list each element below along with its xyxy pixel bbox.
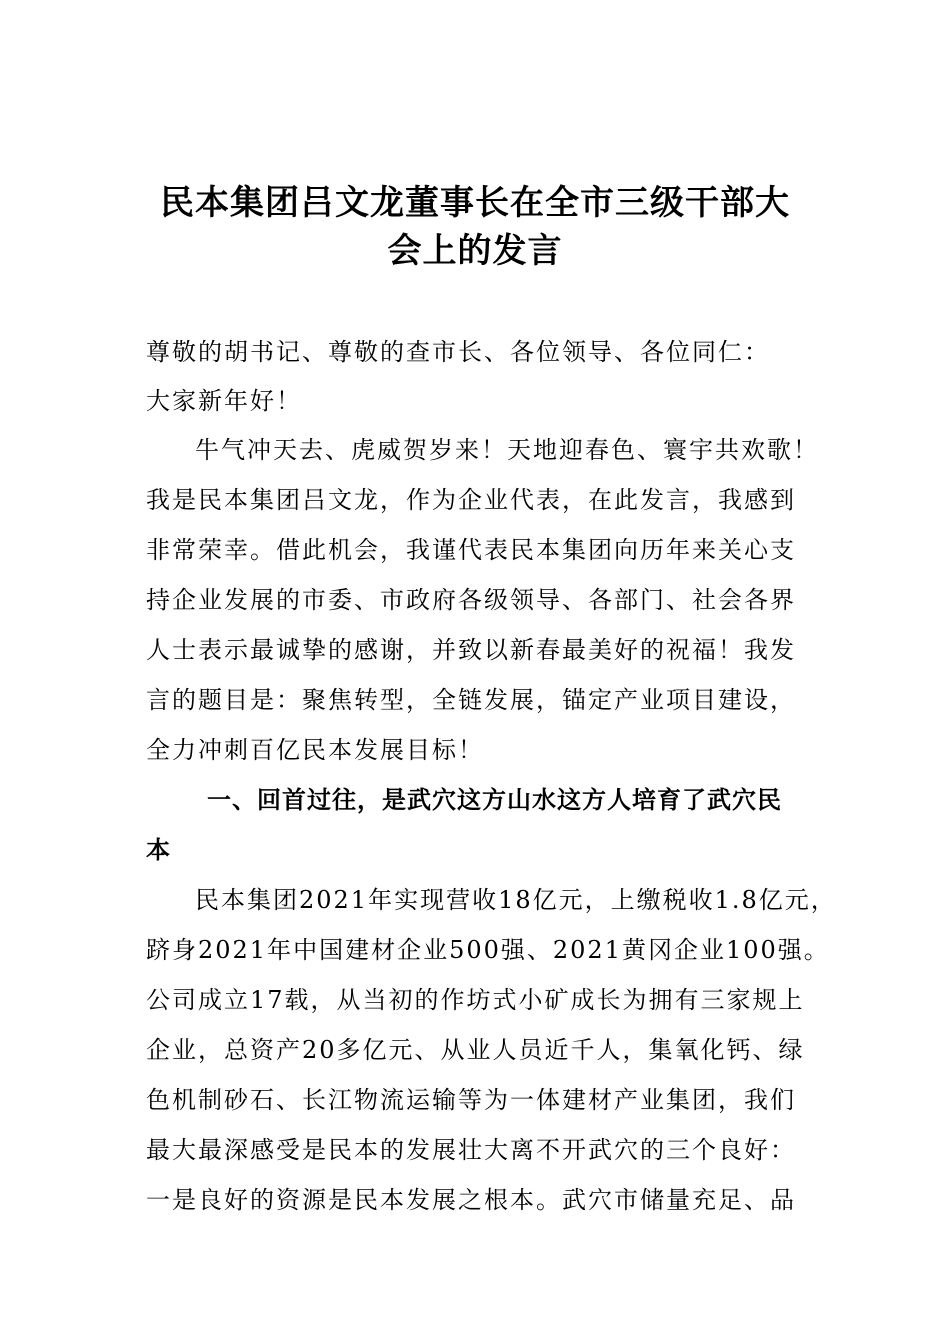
paragraph-2-line: 一是良好的资源是民本发展之根本。武穴市储量充足、品 <box>146 1186 796 1214</box>
paragraph-1-line: 人士表示最诚挚的感谢，并致以新春最美好的祝福！我发 <box>146 636 796 664</box>
paragraph-2-line: 民本集团2021年实现营收18亿元，上缴税收1.8亿元， <box>195 886 837 914</box>
paragraph-1-line: 持企业发展的市委、市政府各级领导、各部门、社会各界 <box>146 586 796 614</box>
paragraph-2-line: 最大最深感受是民本的发展壮大离不开武穴的三个良好： <box>146 1136 796 1164</box>
paragraph-2-line: 跻身2021年中国建材企业500强、2021黄冈企业100强。 <box>146 936 830 964</box>
greeting: 大家新年好！ <box>146 387 302 415</box>
paragraph-1-line: 我是民本集团吕文龙，作为企业代表，在此发言，我感到 <box>146 486 796 514</box>
paragraph-1-line: 非常荣幸。借此机会，我谨代表民本集团向历年来关心支 <box>146 536 796 564</box>
paragraph-1-line: 言的题目是：聚焦转型，全链发展，锚定产业项目建设， <box>146 686 796 714</box>
paragraph-2-line: 公司成立17载，从当初的作坊式小矿成长为拥有三家规上 <box>146 986 805 1014</box>
section-1-heading-line-1: 一、回首过往，是武穴这方山水这方人培育了武穴民 <box>207 786 782 814</box>
document-title-line-1: 民本集团吕文龙董事长在全市三级干部大 <box>160 183 790 223</box>
paragraph-1-line: 全力冲刺百亿民本发展目标！ <box>146 736 484 764</box>
paragraph-1-line: 牛气冲天去、虎威贺岁来！天地迎春色、寰宇共欢歌！ <box>195 436 819 464</box>
section-1-heading-line-2: 本 <box>146 836 171 864</box>
paragraph-2-line: 企业，总资产20多亿元、从业人员近千人，集氧化钙、绿 <box>146 1036 805 1064</box>
paragraph-2-line: 色机制砂石、长江物流运输等为一体建材产业集团，我们 <box>146 1086 796 1114</box>
document-title-line-2: 会上的发言 <box>387 231 563 271</box>
salutation: 尊敬的胡书记、尊敬的查市长、各位领导、各位同仁： <box>146 338 770 366</box>
